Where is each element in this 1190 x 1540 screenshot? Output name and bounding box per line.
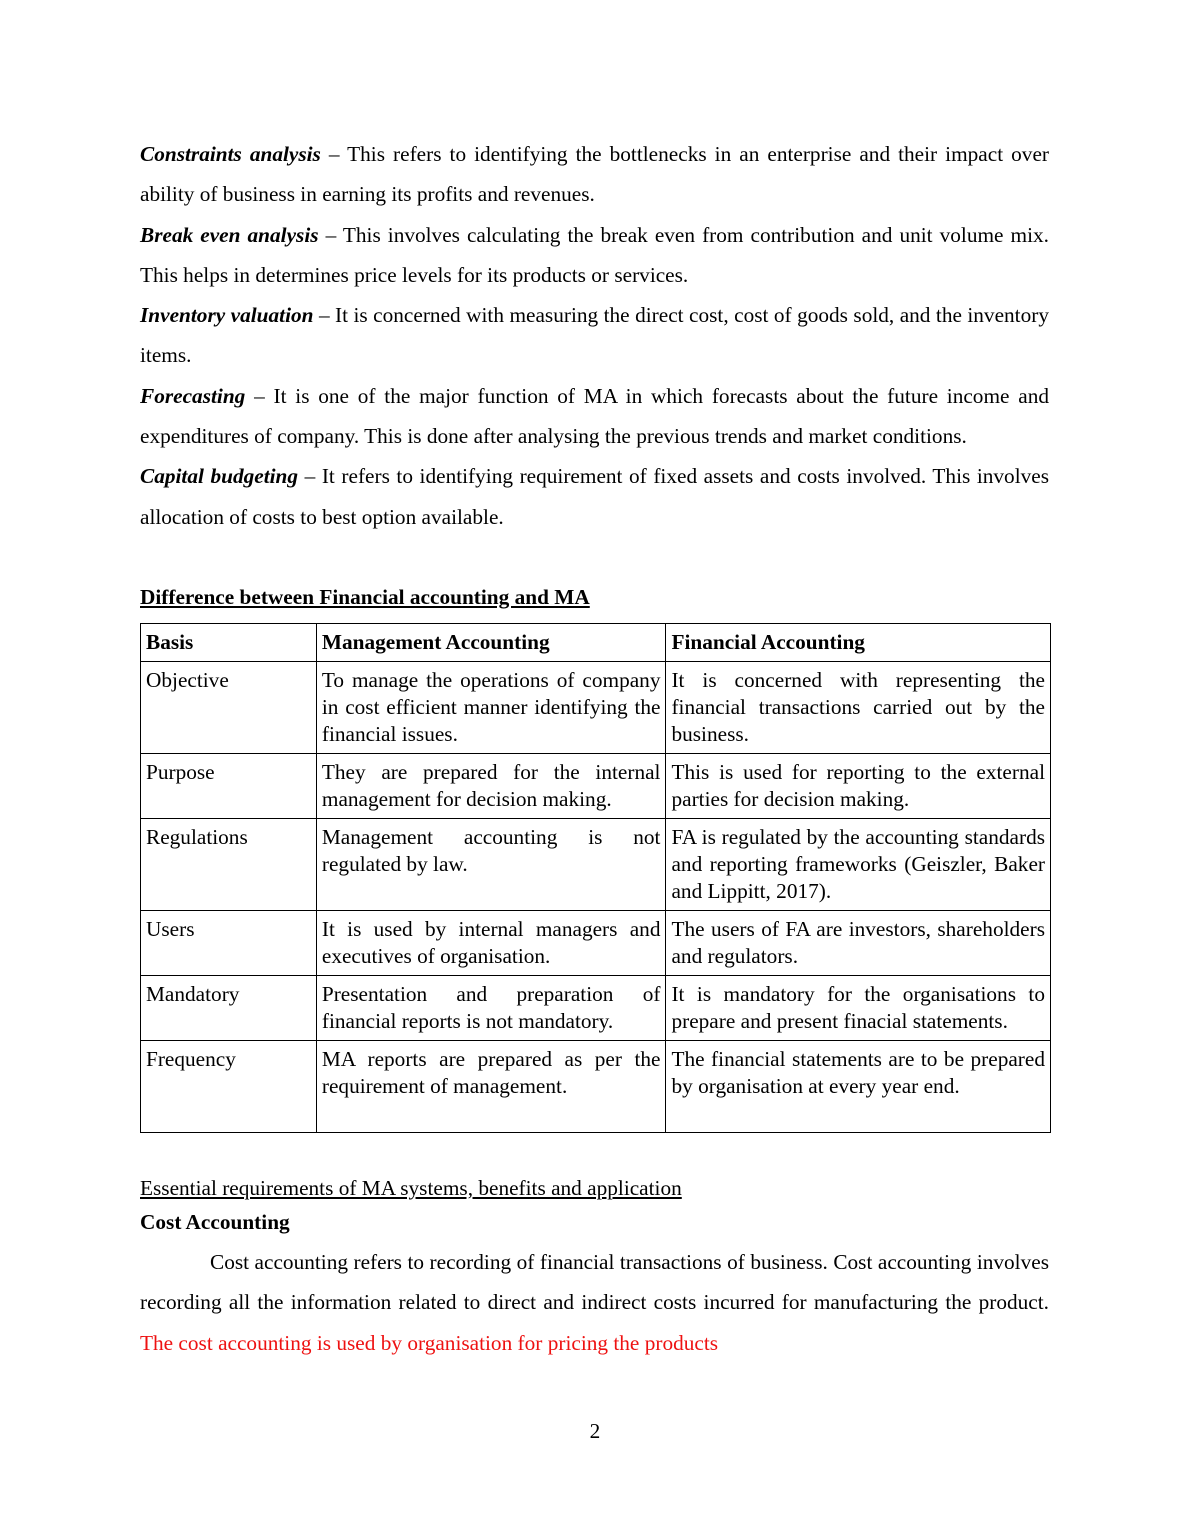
table-cell-ma: It is used by internal managers and executives of organisation. [316, 910, 666, 975]
header-management-accounting: Management Accounting [316, 623, 666, 661]
comparison-table [140, 623, 1051, 1133]
table-cell-ma: MA reports are prepared as per the requirement of management. [316, 1040, 666, 1132]
table-row-frequency [141, 1040, 1051, 1132]
header-financial-accounting: Financial Accounting [666, 623, 1051, 661]
table-cell-ma: Management accounting is not regulated by law. [316, 818, 666, 910]
table-row-regulations [141, 818, 1051, 910]
definition-break-even-analysis [140, 215, 1049, 296]
definition-text: – This involves calculating the break even from contribution and unit volume mix. This helps in determines price levels for its products or services. [140, 222, 1049, 287]
paragraph-text: Cost accounting refers to recording of financial transactions of business. Cost accounting involves recording all the information related to direct and indirect costs incurred for manufacturing the product. [140, 1249, 1049, 1315]
definition-term: Inventory valuation [140, 303, 314, 328]
table-cell-basis: Mandatory [141, 975, 317, 1040]
header-basis: Basis [141, 623, 317, 661]
table-cell-basis: Regulations [141, 818, 317, 910]
subheading-cost-accounting: Cost Accounting [140, 1209, 290, 1234]
cost-accounting-paragraph [140, 1242, 1049, 1363]
table-cell-ma: Presentation and preparation of financial reports is not mandatory. [316, 975, 666, 1040]
definition-text: – It is concerned with measuring the direct cost, cost of goods sold, and the inventory items. [140, 303, 1049, 368]
table-cell-fa: The users of FA are investors, shareholders and regulators. [666, 910, 1051, 975]
table-header-row [141, 623, 1051, 661]
definition-text: – It is one of the major function of MA in which forecasts about the future income and expenditures of company. This is done after analysing the previous trends and market conditions. [140, 383, 1049, 449]
definition-inventory-valuation [140, 295, 1049, 376]
definition-constraints-analysis [140, 134, 1049, 215]
table-row-mandatory [141, 975, 1051, 1040]
table-title: Difference between Financial accounting and MA [140, 584, 590, 609]
document-content [140, 134, 1049, 1363]
page-number: 2 [589, 1419, 601, 1443]
table-cell-fa: The financial statements are to be prepared by organisation at every year end. [666, 1040, 1051, 1132]
table-row-objective [141, 661, 1051, 753]
table-cell-fa: FA is regulated by the accounting standards and reporting frameworks (Geiszler, Baker and Lippitt, 2017). [666, 818, 1051, 910]
table-cell-fa: It is concerned with representing the financial transactions carried out by the business. [666, 661, 1051, 753]
table-row-purpose [141, 753, 1051, 818]
table-cell-basis: Users [141, 910, 317, 975]
definition-forecasting [140, 376, 1049, 457]
table-cell-basis: Objective [141, 661, 317, 753]
definition-text: – This refers to identifying the bottlenecks in an enterprise and their impact over ability of business in earning its profits and revenues. [140, 142, 1049, 207]
definition-term: Constraints analysis [140, 142, 321, 166]
definition-term: Break even analysis [140, 222, 319, 247]
table-cell-ma: To manage the operations of company in cost efficient manner identifying the financial issues. [316, 661, 666, 753]
definition-capital-budgeting [140, 456, 1049, 537]
definition-term: Forecasting [140, 383, 246, 408]
section-heading: Essential requirements of MA systems, benefits and application [140, 1175, 682, 1200]
definition-term: Capital budgeting [140, 464, 299, 489]
definition-text: – It refers to identifying requirement of fixed assets and costs involved. This involves allocation of costs to best option available. [140, 464, 1049, 529]
paragraph-highlighted-text: The cost accounting is used by organisation for pricing the products [140, 1330, 719, 1355]
table-cell-basis: Frequency [141, 1040, 317, 1132]
table-cell-fa: This is used for reporting to the external parties for decision making. [666, 753, 1051, 818]
table-cell-basis: Purpose [141, 753, 317, 818]
table-row-users [141, 910, 1051, 975]
table-cell-fa: It is mandatory for the organisations to prepare and present finacial statements. [666, 975, 1051, 1040]
table-cell-ma: They are prepared for the internal management for decision making. [316, 753, 666, 818]
